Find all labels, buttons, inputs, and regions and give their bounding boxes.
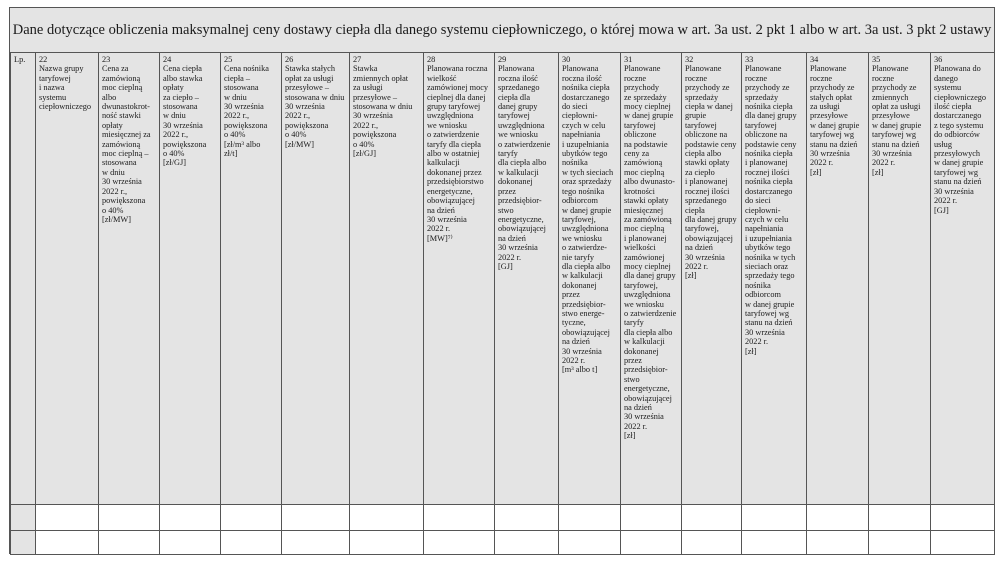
column-header-text: 27 Stawka zmiennych opłat za usługi przesyłowe – stosowana w dniu 30 września 2022 r., powiększona o 40% [zł/GJ]	[353, 55, 413, 159]
table-cell[interactable]	[221, 531, 282, 555]
table-cell[interactable]	[282, 505, 350, 531]
column-header-text: 30 Planowana roczna ilość nośnika ciepła dostarczanego do sieci ciepłowni- czych w celu napełniania i uzupełniania ubytków tego nośnika w tych sieciach oraz sprzedaży tego nośnika odbiorcom w danej grupie taryfowej, uwzględniona we wniosku o zatwierdze- nie taryfy dla ciepła albo w kalkulacji dokonanej przez przedsiębior- stwo energe- tyczne, obowiązującej na dzień 30 września 2022 r. [m³ albo t]	[562, 55, 614, 375]
table-cell[interactable]	[742, 505, 807, 531]
table-cell[interactable]	[36, 531, 99, 555]
column-header-text: 22 Nazwa grupy taryfowej i nazwa systemu ciepłowniczego	[39, 55, 92, 112]
column-header-text: 28 Planowana roczna wielkość zamówionej mocy cieplnej dla danej grupy taryfowej uwzględniona we wniosku o zatwierdzenie taryfy dla ciepła albo w ostatniej kalkulacji dokonanej przez przedsiębiorstwo energetyczne, obowiązującej na dzień 30 września 2022 r. [MW]⁷⁾	[427, 55, 489, 243]
data-table	[10, 52, 995, 555]
column-header-text: 24 Cena ciepła albo stawka opłaty za ciepło – stosowana w dniu 30 września 2022 r., powiększona o 40% [zł/GJ]	[163, 55, 207, 168]
column-header-29	[495, 53, 559, 505]
table-cell[interactable]	[424, 505, 495, 531]
table-cell[interactable]	[931, 531, 995, 555]
column-header-text: Lp.	[14, 55, 26, 64]
table-row	[11, 505, 995, 531]
table-cell[interactable]	[36, 505, 99, 531]
table-cell-lp	[11, 505, 36, 531]
table-cell[interactable]	[742, 531, 807, 555]
table-cell[interactable]	[350, 505, 424, 531]
table-cell[interactable]	[682, 505, 742, 531]
column-header-text: 31 Planowane roczne przychody ze sprzedaży mocy cieplnej w danej grupie taryfowej obliczone na podstawie ceny za zamówioną moc cieplną albo dwunasto- krotności stawki opłaty miesięcznej za zamówioną moc cieplną i planowanej wielkości zamówionej mocy cieplnej dla danej grupy taryfowej, uwzględniona we wniosku o zatwierdzenie taryfy dla ciepła albo w kalkulacji dokonanej przez przedsiębior- stwo energetyczne, obowiązującej na dzień 30 września 2022 r. [zł]	[624, 55, 677, 441]
column-header-text: 35 Planowane roczne przychody ze zmiennych opłat za usługi przesyłowe w danej grupie taryfowej wg stanu na dzień 30 września 2022 r. [zł]	[872, 55, 922, 177]
table-cell[interactable]	[869, 531, 931, 555]
table-cell[interactable]	[807, 531, 869, 555]
table-cell[interactable]	[350, 531, 424, 555]
header-row	[11, 53, 995, 505]
column-header-22	[36, 53, 99, 505]
column-header-27	[350, 53, 424, 505]
table-cell[interactable]	[869, 505, 931, 531]
table-cell[interactable]	[495, 531, 559, 555]
table-cell[interactable]	[559, 531, 621, 555]
form-title: Dane dotyczące obliczenia maksymalnej ceny dostawy ciepła dla danego systemu ciepłowniczego, o której mowa w art. 3a ust. 2 pkt 1 albo w art. 3a ust. 3 pkt 2 ustawy	[10, 8, 994, 53]
table-cell[interactable]	[931, 505, 995, 531]
column-header-24	[160, 53, 221, 505]
table-cell[interactable]	[621, 505, 682, 531]
column-header-text: 32 Planowane roczne przychody ze sprzedaży ciepła w danej grupie taryfowej obliczone na podstawie ceny ciepła albo stawki opłaty za ciepło i planowanej rocznej ilości sprzedanego ciepła dla danej grupy taryfowej, obowiązującej na dzień 30 września 2022 r. [zł]	[685, 55, 737, 281]
column-header-34	[807, 53, 869, 505]
column-header-text: 26 Stawka stałych opłat za usługi przesyłowe – stosowana w dniu 30 września 2022 r., powiększona o 40% [zł/MW]	[285, 55, 345, 149]
form-frame	[9, 7, 995, 554]
column-header-33	[742, 53, 807, 505]
column-header-26	[282, 53, 350, 505]
column-header-32	[682, 53, 742, 505]
table-cell[interactable]	[221, 505, 282, 531]
column-header-lp	[11, 53, 36, 505]
table-cell[interactable]	[99, 531, 160, 555]
table-cell[interactable]	[160, 505, 221, 531]
table-cell[interactable]	[282, 531, 350, 555]
table-row	[11, 531, 995, 555]
column-header-text: 23 Cena za zamówioną moc cieplną albo dwunastokrot- ność stawki opłaty miesięcznej za zamówioną moc cieplną – stosowana w dniu 30 września 2022 r., powiększona o 40% [zł/MW]	[102, 55, 151, 224]
table-cell[interactable]	[424, 531, 495, 555]
column-header-30	[559, 53, 621, 505]
table-cell[interactable]	[621, 531, 682, 555]
column-header-23	[99, 53, 160, 505]
table-cell[interactable]	[559, 505, 621, 531]
table-cell[interactable]	[682, 531, 742, 555]
table-cell[interactable]	[99, 505, 160, 531]
column-header-36	[931, 53, 995, 505]
table-cell[interactable]	[807, 505, 869, 531]
column-header-text: 25 Cena nośnika ciepła – stosowana w dniu 30 września 2022 r., powiększona o 40% [zł/m³ albo zł/t]	[224, 55, 269, 159]
column-header-text: 33 Planowane roczne przychody ze sprzedaży nośnika ciepła dla danej grupy taryfowej obliczone na podstawie ceny nośnika ciepła i planowanej rocznej ilości nośnika ciepła dostarczanego do sieci ciepłowni- czych w celu napełniania i uzupełniania ubytków tego nośnika w tych sieciach oraz sprzedaży tego nośnika odbiorcom w danej grupie taryfowej wg stanu na dzień 30 września 2022 r. [zł]	[745, 55, 797, 356]
column-header-35	[869, 53, 931, 505]
column-header-text: 29 Planowana roczna ilość sprzedanego ciepła dla danej grupy taryfowej uwzględniona we wniosku o zatwierdzenie taryfy dla ciepła albo w kalkulacji dokonanej przez przedsiębior- stwo energetyczne, obowiązującej na dzień 30 września 2022 r. [GJ]	[498, 55, 551, 271]
column-header-28	[424, 53, 495, 505]
table-cell[interactable]	[160, 531, 221, 555]
column-header-text: 36 Planowana do danego systemu ciepłowniczego ilość ciepła dostarczanego z tego systemu do odbiorców usług przesyłowych w danej grupie taryfowej wg stanu na dzień 30 września 2022 r. [GJ]	[934, 55, 987, 215]
table-cell-lp	[11, 531, 36, 555]
column-header-31	[621, 53, 682, 505]
table-cell[interactable]	[495, 505, 559, 531]
column-header-text: 34 Planowane roczne przychody ze stałych opłat za usługi przesyłowe w danej grupie taryfowej wg stanu na dzień 30 września 2022 r. [zł]	[810, 55, 860, 177]
column-header-25	[221, 53, 282, 505]
